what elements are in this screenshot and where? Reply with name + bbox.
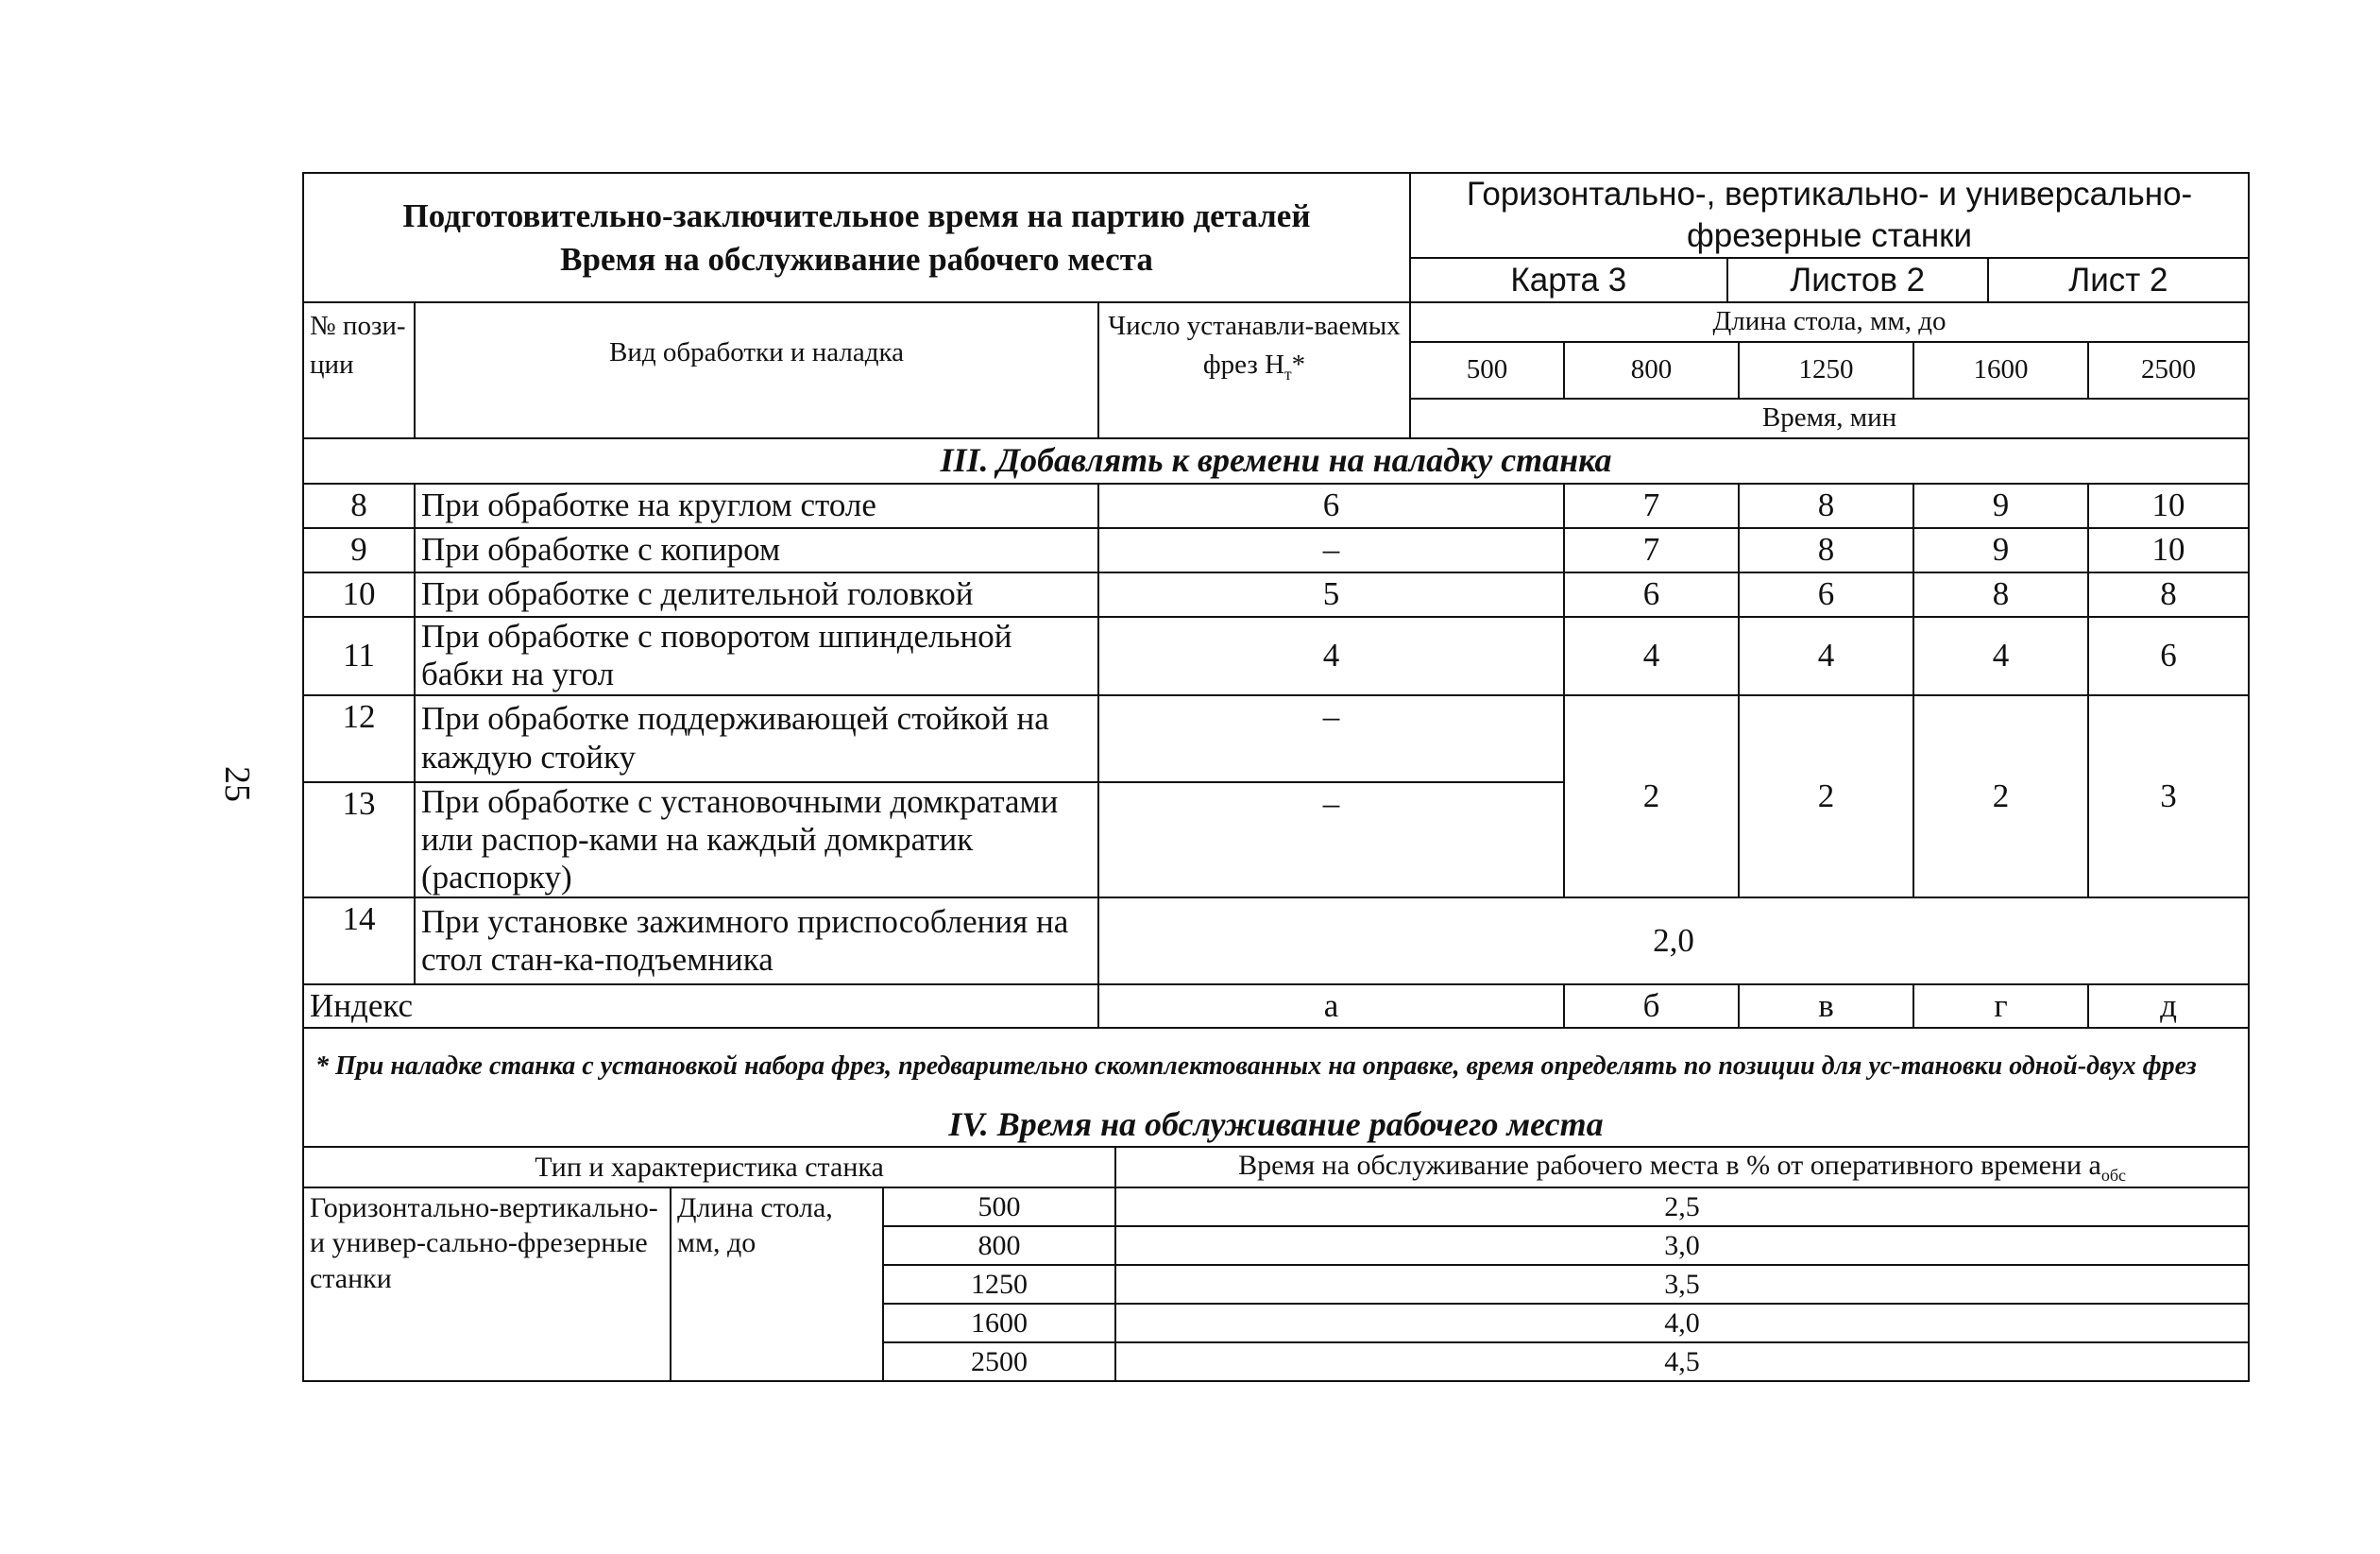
row-value: 4 [1564,617,1739,695]
norms-table [302,172,2250,1148]
row-text: При установке зажимного приспособления на стол стан-ка-подъемника [415,897,1098,984]
merged-value: 2 [1913,695,2088,898]
row-value: 8 [2088,572,2249,617]
header-title-line2: Время на обслуживание рабочего места [560,240,1153,278]
row-value: – [1098,782,1564,898]
table-row [303,617,2249,695]
mills-star: * [1291,349,1306,380]
row-text: При обработке на круглом столе [415,484,1098,528]
row-pos: 10 [303,572,415,617]
card-info [1410,258,2249,302]
row-value: 5 [1098,572,1564,617]
percent-value: 2,5 [1115,1187,2249,1226]
length-2500: 2500 [2088,342,2249,399]
row-text: При обработке с установочными домкратами или распор-ками на каждый домкратик (распорку) [415,782,1098,898]
mills-label: Число устанавли-ваемых фрез Н [1108,311,1401,380]
row-pos: 11 [303,617,415,695]
section3-title: III. Добавлять к времени на наладку станка [303,438,2249,484]
row-text: При обработке с делительной головкой [415,572,1098,617]
row-pos: 8 [303,484,415,528]
row-value: 7 [1564,484,1739,528]
time-unit-header: Время, мин [1410,399,2249,438]
row-value: 4 [1913,617,2088,695]
length-500: 500 [1410,342,1564,399]
card-number: Карта 3 [1411,259,1727,301]
length-1600: 1600 [1913,342,2088,399]
table-row [303,897,2249,984]
time-header-text: Время на обслуживание рабочего места в % от оперативного времени а [1238,1150,2101,1182]
table-row [303,484,2249,528]
row-value: 4 [1098,617,1564,695]
index-row [303,984,2249,1028]
row-pos: 14 [303,897,415,984]
row-value: 8 [1739,484,1913,528]
col-pos-header: № пози-ции [303,302,415,438]
length-value: 1600 [883,1304,1115,1342]
row-text: При обработке с копиром [415,528,1098,572]
index-value: а [1098,984,1564,1028]
table-row [303,1187,2249,1226]
length-value: 1250 [883,1265,1115,1304]
merged-value: 2,0 [1098,897,2249,984]
length-value: 500 [883,1187,1115,1226]
length-value: 800 [883,1226,1115,1265]
percent-value: 3,5 [1115,1265,2249,1304]
col-work-header: Вид обработки и наладка [415,302,1098,438]
row-value: 10 [2088,528,2249,572]
row-text: При обработке поддерживающей стойкой на каждую стойку [415,695,1098,782]
length-800: 800 [1564,342,1739,399]
machine-type: Горизонтально-вертикально- и универ-сально-фрезерные станки [303,1187,671,1381]
header-title [303,173,1410,302]
row-value: 4 [1739,617,1913,695]
index-label: Индекс [303,984,1098,1028]
index-value: г [1913,984,2088,1028]
index-value: д [2088,984,2249,1028]
row-value: – [1098,528,1564,572]
row-value: – [1098,695,1564,782]
card-info-table [1411,259,2248,301]
row-text: При обработке с поворотом шпиндельной бабки на угол [415,617,1098,695]
time-header-subscript: обс [2100,1166,2126,1186]
row-value: 6 [1739,572,1913,617]
row-value: 9 [1913,484,2088,528]
row-value: 7 [1564,528,1739,572]
row-value: 6 [2088,617,2249,695]
machines-type: Горизонтально-, вертикально- и универсально-фрезерные станки [1410,173,2249,258]
merged-value: 3 [2088,695,2249,898]
table-row [303,572,2249,617]
length-label: Длина стола, мм, до [671,1187,883,1381]
row-value: 10 [2088,484,2249,528]
maintenance-table [302,1146,2250,1382]
row-pos: 12 [303,695,415,782]
row-pos: 9 [303,528,415,572]
row-value: 8 [1739,528,1913,572]
row-pos: 13 [303,782,415,898]
percent-value: 4,0 [1115,1304,2249,1342]
section4-title: IV. Время на обслуживание рабочего места [303,1103,2249,1147]
merged-value: 2 [1564,695,1739,898]
index-value: в [1739,984,1913,1028]
length-1250: 1250 [1739,342,1913,399]
table-row [303,695,2249,782]
index-value: б [1564,984,1739,1028]
sheet-number: Лист 2 [2068,261,2168,299]
table-row [303,528,2249,572]
mills-subscript: т [1284,364,1292,384]
length-value: 2500 [883,1342,1115,1381]
header-title-line1: Подготовительно-заключительное время на партию деталей [402,197,1311,234]
row-value: 9 [1913,528,2088,572]
col-time-header [1115,1147,2249,1187]
row-value: 6 [1098,484,1564,528]
row-value: 6 [1564,572,1739,617]
col-mills-header [1098,302,1410,438]
footnote: * При наладке станка с установкой набора фрез, предварительно скомплектованных на оправке, время определять по позиции для ус-тановки одной-двух фрез [303,1028,2249,1103]
percent-value: 3,0 [1115,1226,2249,1265]
sheets-count: Листов 2 [1727,259,1988,301]
percent-value: 4,5 [1115,1342,2249,1381]
page-number: 25 [217,766,257,802]
merged-value: 2 [1739,695,1913,898]
norms-sheet [302,172,2248,1382]
table-length-header: Длина стола, мм, до [1410,302,2249,342]
row-value: 8 [1913,572,2088,617]
col-type-header: Тип и характеристика станка [303,1147,1115,1187]
